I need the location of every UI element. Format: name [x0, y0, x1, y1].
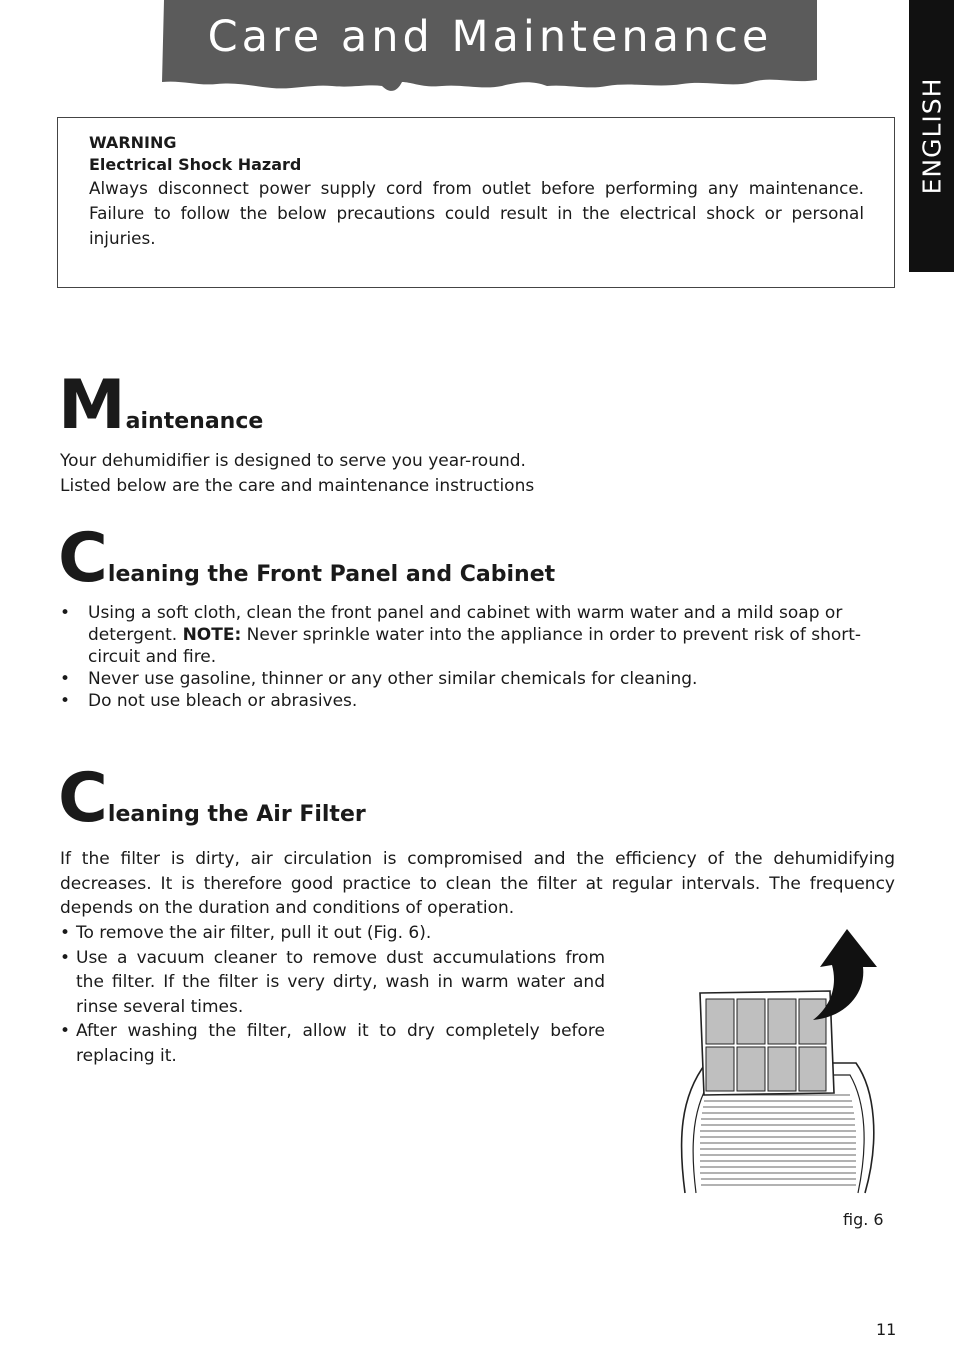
language-tab-label: ENGLISH — [917, 77, 947, 195]
heading-initial: C — [58, 519, 108, 598]
maintenance-intro — [60, 449, 895, 498]
note-text: Never sprinkle water into the appliance in order to prevent risk of short-circuit and fire. — [88, 625, 862, 667]
page-banner — [162, 0, 818, 96]
filter-figure-svg — [670, 925, 885, 1200]
list-item: • Never use gasoline, thinner or any other similar chemicals for cleaning. — [60, 668, 895, 690]
bullet-text: Using a soft cloth, clean the front panel and cabinet with warm water and a mild soap or detergent. — [88, 603, 843, 645]
maintenance-line-1: Your dehumidifier is designed to serve you year-round. — [60, 451, 526, 471]
note-label: NOTE: — [182, 625, 242, 645]
warning-box — [57, 117, 895, 288]
heading-initial: M — [58, 366, 126, 445]
page-title: Care and Maintenance — [207, 12, 773, 62]
warning-hazard: Electrical Shock Hazard — [89, 155, 302, 174]
heading-rest: aintenance — [125, 409, 264, 434]
air-filter-heading — [58, 759, 366, 838]
page-number: 11 — [876, 1320, 897, 1339]
air-filter-intro: If the filter is dirty, air circulation is compromised and the efficiency of the dehumidifying decreases. It is therefore good practice to clean the filter at regular intervals. The frequency depends on the duration and conditions of operation. — [60, 849, 895, 918]
heading-rest: leaning the Air Filter — [107, 802, 366, 827]
front-panel-list — [60, 602, 895, 712]
maintenance-heading — [58, 366, 264, 445]
list-item — [60, 602, 895, 668]
list-item: • Use a vacuum cleaner to remove dust accumulations from the filter. If the filter is very dirty, wash in warm water and rinse several times. — [60, 946, 605, 1020]
list-item: • After washing the filter, allow it to dry completely before replacing it. — [60, 1019, 605, 1068]
list-item: • Do not use bleach or abrasives. — [60, 690, 895, 712]
front-panel-heading — [58, 519, 556, 598]
figure-caption: fig. 6 — [843, 1210, 884, 1229]
heading-initial: C — [58, 759, 108, 838]
maintenance-line-2: Listed below are the care and maintenance instructions — [60, 475, 535, 496]
air-filter-list — [60, 921, 605, 1068]
list-item: • To remove the air filter, pull it out (Fig. 6). — [60, 921, 605, 946]
filter-removal-illustration — [670, 925, 885, 1200]
warning-label: WARNING — [89, 133, 177, 152]
heading-rest: leaning the Front Panel and Cabinet — [107, 562, 556, 587]
warning-text: Always disconnect power supply cord from outlet before performing any maintenance. Failure to follow the below precautions could result in the electrical shock or personal injuries. — [89, 178, 864, 248]
